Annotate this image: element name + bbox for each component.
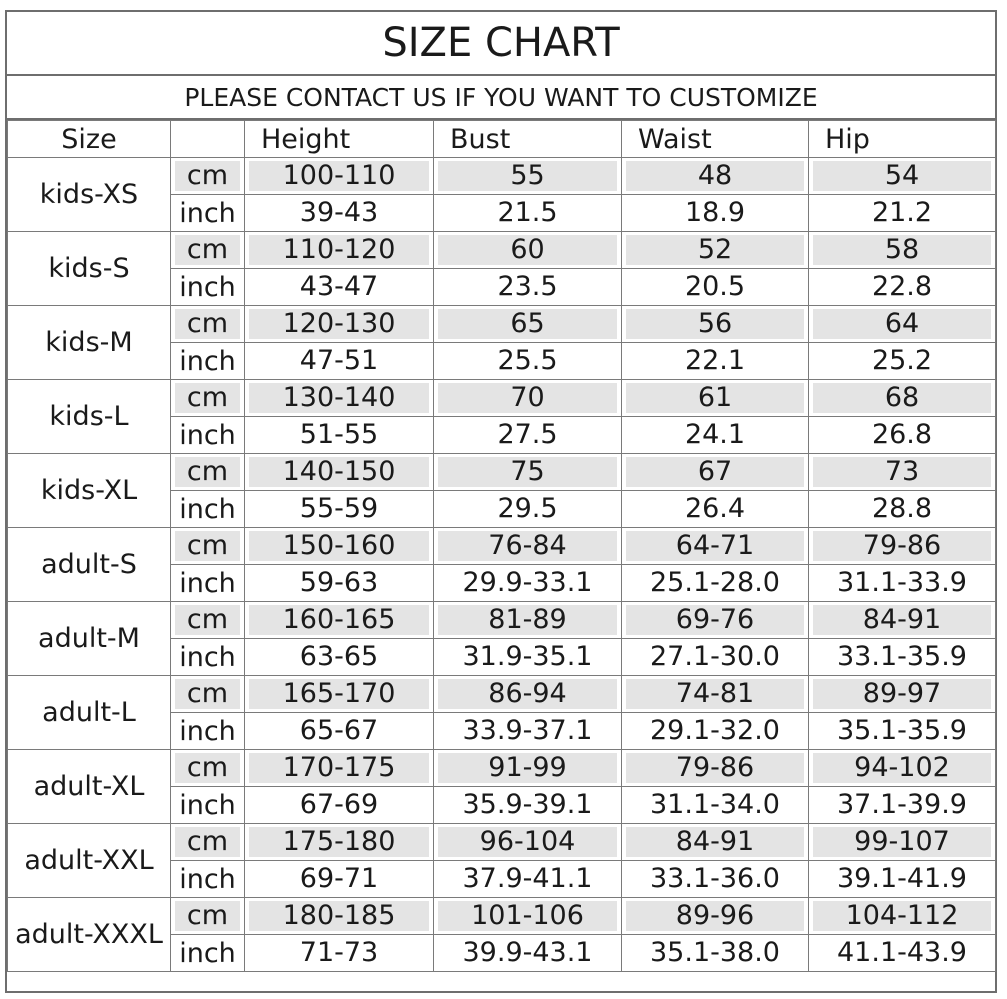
hip-cell xyxy=(809,750,996,787)
header-row xyxy=(8,121,996,158)
size-label: adult-S xyxy=(8,528,171,602)
unit-cell xyxy=(171,417,245,454)
bust-value: 23.5 xyxy=(497,271,558,302)
bust-value: 76-84 xyxy=(438,531,617,561)
unit-cell xyxy=(171,491,245,528)
unit-label: inch xyxy=(179,715,236,747)
waist-cell xyxy=(622,565,809,602)
unit-cell xyxy=(171,750,245,787)
unit-label: cm xyxy=(175,309,240,339)
size-label: kids-XS xyxy=(8,158,171,232)
height-cell xyxy=(245,935,434,972)
hip-cell xyxy=(809,602,996,639)
height-cell xyxy=(245,861,434,898)
waist-cell xyxy=(622,380,809,417)
waist-cell xyxy=(622,454,809,491)
bust-cell xyxy=(434,639,622,676)
bust-value: 60 xyxy=(438,235,617,265)
hip-cell xyxy=(809,158,996,195)
waist-cell xyxy=(622,676,809,713)
waist-value: 48 xyxy=(626,161,804,191)
waist-value: 24.1 xyxy=(684,419,746,450)
unit-label: inch xyxy=(179,493,236,525)
hip-value: 41.1-43.9 xyxy=(837,937,967,968)
header-height: Height xyxy=(245,121,434,158)
waist-value: 52 xyxy=(626,235,804,265)
bust-cell xyxy=(434,232,622,269)
waist-value: 35.1-38.0 xyxy=(650,937,780,968)
unit-cell xyxy=(171,232,245,269)
header-waist: Waist xyxy=(622,121,809,158)
bust-cell xyxy=(434,750,622,787)
waist-cell xyxy=(622,232,809,269)
waist-cell xyxy=(622,750,809,787)
waist-value: 74-81 xyxy=(626,679,804,709)
bust-cell xyxy=(434,898,622,935)
unit-cell xyxy=(171,528,245,565)
hip-cell xyxy=(809,787,996,824)
waist-value: 61 xyxy=(626,383,804,413)
hip-value: 28.8 xyxy=(871,493,933,524)
waist-cell xyxy=(622,528,809,565)
waist-cell xyxy=(622,269,809,306)
bust-value: 91-99 xyxy=(438,753,617,783)
unit-label: cm xyxy=(175,679,240,709)
chart-subtitle: PLEASE CONTACT US IF YOU WANT TO CUSTOMIZE xyxy=(7,76,995,120)
bust-cell xyxy=(434,935,622,972)
bust-cell xyxy=(434,195,622,232)
bust-cell xyxy=(434,417,622,454)
unit-cell xyxy=(171,639,245,676)
unit-label: inch xyxy=(179,641,236,673)
waist-value: 27.1-30.0 xyxy=(650,641,780,672)
table-row xyxy=(8,232,996,269)
height-cell xyxy=(245,195,434,232)
waist-value: 79-86 xyxy=(626,753,804,783)
waist-cell xyxy=(622,602,809,639)
hip-value: 89-97 xyxy=(813,679,991,709)
table-row xyxy=(8,306,996,343)
waist-cell xyxy=(622,935,809,972)
hip-value: 31.1-33.9 xyxy=(837,567,967,598)
waist-value: 64-71 xyxy=(626,531,804,561)
hip-cell xyxy=(809,713,996,750)
waist-value: 69-76 xyxy=(626,605,804,635)
unit-cell xyxy=(171,861,245,898)
bust-value: 70 xyxy=(438,383,617,413)
unit-label: cm xyxy=(175,161,240,191)
hip-cell xyxy=(809,898,996,935)
size-label: kids-S xyxy=(8,232,171,306)
hip-cell xyxy=(809,861,996,898)
height-value: 69-71 xyxy=(299,863,379,894)
height-value: 120-130 xyxy=(249,309,429,339)
unit-label: inch xyxy=(179,937,236,969)
bust-cell xyxy=(434,158,622,195)
waist-value: 22.1 xyxy=(684,345,746,376)
hip-cell xyxy=(809,565,996,602)
size-label: kids-L xyxy=(8,380,171,454)
unit-cell xyxy=(171,269,245,306)
table-row xyxy=(8,898,996,935)
header-bust: Bust xyxy=(434,121,622,158)
table-row xyxy=(8,824,996,861)
unit-cell xyxy=(171,195,245,232)
waist-cell xyxy=(622,417,809,454)
height-value: 140-150 xyxy=(249,457,429,487)
bust-cell xyxy=(434,269,622,306)
waist-cell xyxy=(622,787,809,824)
waist-cell xyxy=(622,195,809,232)
height-cell xyxy=(245,676,434,713)
waist-value: 67 xyxy=(626,457,804,487)
unit-cell xyxy=(171,935,245,972)
unit-cell xyxy=(171,898,245,935)
height-cell xyxy=(245,787,434,824)
bust-cell xyxy=(434,306,622,343)
waist-value: 56 xyxy=(626,309,804,339)
table-row xyxy=(8,454,996,491)
hip-value: 73 xyxy=(813,457,991,487)
height-cell xyxy=(245,565,434,602)
unit-cell xyxy=(171,343,245,380)
hip-cell xyxy=(809,417,996,454)
hip-value: 68 xyxy=(813,383,991,413)
height-value: 67-69 xyxy=(299,789,379,820)
height-value: 180-185 xyxy=(249,901,429,931)
unit-cell xyxy=(171,824,245,861)
height-value: 51-55 xyxy=(299,419,379,450)
table-row xyxy=(8,528,996,565)
hip-cell xyxy=(809,676,996,713)
height-cell xyxy=(245,454,434,491)
header-size: Size xyxy=(8,121,171,158)
unit-label: inch xyxy=(179,345,236,377)
hip-cell xyxy=(809,824,996,861)
height-cell xyxy=(245,491,434,528)
bust-cell xyxy=(434,343,622,380)
table-row xyxy=(8,380,996,417)
unit-label: inch xyxy=(179,863,236,895)
bust-cell xyxy=(434,676,622,713)
waist-cell xyxy=(622,639,809,676)
hip-cell xyxy=(809,232,996,269)
bust-value: 86-94 xyxy=(438,679,617,709)
hip-value: 79-86 xyxy=(813,531,991,561)
hip-cell xyxy=(809,343,996,380)
hip-cell xyxy=(809,528,996,565)
height-value: 175-180 xyxy=(249,827,429,857)
bust-cell xyxy=(434,602,622,639)
bust-value: 101-106 xyxy=(438,901,617,931)
unit-cell xyxy=(171,676,245,713)
hip-value: 84-91 xyxy=(813,605,991,635)
height-cell xyxy=(245,824,434,861)
size-label: adult-XXL xyxy=(8,824,171,898)
bust-value: 39.9-43.1 xyxy=(462,937,593,968)
hip-value: 35.1-35.9 xyxy=(837,715,967,746)
bust-value: 21.5 xyxy=(497,197,558,228)
unit-label: cm xyxy=(175,235,240,265)
waist-value: 18.9 xyxy=(684,197,746,228)
height-value: 47-51 xyxy=(299,345,379,376)
size-label: adult-L xyxy=(8,676,171,750)
bust-cell xyxy=(434,824,622,861)
bust-cell xyxy=(434,491,622,528)
unit-label: cm xyxy=(175,901,240,931)
unit-label: cm xyxy=(175,827,240,857)
waist-value: 89-96 xyxy=(626,901,804,931)
header-hip: Hip xyxy=(809,121,996,158)
height-cell xyxy=(245,750,434,787)
hip-cell xyxy=(809,491,996,528)
unit-cell xyxy=(171,713,245,750)
height-cell xyxy=(245,713,434,750)
waist-value: 84-91 xyxy=(626,827,804,857)
bust-cell xyxy=(434,380,622,417)
unit-label: cm xyxy=(175,753,240,783)
height-cell xyxy=(245,269,434,306)
hip-value: 104-112 xyxy=(813,901,991,931)
table-row xyxy=(8,750,996,787)
height-cell xyxy=(245,639,434,676)
height-cell xyxy=(245,306,434,343)
hip-value: 58 xyxy=(813,235,991,265)
hip-value: 33.1-35.9 xyxy=(837,641,967,672)
bust-cell xyxy=(434,565,622,602)
unit-cell xyxy=(171,380,245,417)
bust-value: 75 xyxy=(438,457,617,487)
bust-value: 25.5 xyxy=(497,345,558,376)
bust-cell xyxy=(434,861,622,898)
bust-cell xyxy=(434,528,622,565)
height-value: 65-67 xyxy=(299,715,379,746)
hip-value: 99-107 xyxy=(813,827,991,857)
bust-value: 96-104 xyxy=(438,827,617,857)
height-value: 43-47 xyxy=(299,271,379,302)
hip-value: 26.8 xyxy=(871,419,933,450)
hip-value: 54 xyxy=(813,161,991,191)
unit-label: cm xyxy=(175,383,240,413)
bust-value: 35.9-39.1 xyxy=(462,789,593,820)
waist-value: 26.4 xyxy=(684,493,746,524)
bust-value: 29.5 xyxy=(497,493,558,524)
table-row xyxy=(8,676,996,713)
hip-value: 94-102 xyxy=(813,753,991,783)
waist-cell xyxy=(622,713,809,750)
hip-value: 37.1-39.9 xyxy=(837,789,967,820)
waist-value: 20.5 xyxy=(684,271,746,302)
waist-value: 29.1-32.0 xyxy=(650,715,780,746)
bust-value: 55 xyxy=(438,161,617,191)
hip-cell xyxy=(809,269,996,306)
height-cell xyxy=(245,417,434,454)
bust-value: 33.9-37.1 xyxy=(462,715,593,746)
hip-cell xyxy=(809,454,996,491)
height-cell xyxy=(245,602,434,639)
height-cell xyxy=(245,343,434,380)
hip-value: 64 xyxy=(813,309,991,339)
unit-label: cm xyxy=(175,531,240,561)
bust-value: 31.9-35.1 xyxy=(462,641,593,672)
unit-label: inch xyxy=(179,271,236,303)
height-value: 39-43 xyxy=(299,197,379,228)
unit-cell xyxy=(171,565,245,602)
waist-value: 25.1-28.0 xyxy=(650,567,780,598)
height-value: 100-110 xyxy=(249,161,429,191)
waist-cell xyxy=(622,158,809,195)
hip-cell xyxy=(809,306,996,343)
height-value: 150-160 xyxy=(249,531,429,561)
waist-cell xyxy=(622,491,809,528)
table-row xyxy=(8,158,996,195)
unit-cell xyxy=(171,602,245,639)
size-label: kids-M xyxy=(8,306,171,380)
waist-cell xyxy=(622,861,809,898)
unit-cell xyxy=(171,787,245,824)
hip-cell xyxy=(809,195,996,232)
waist-value: 33.1-36.0 xyxy=(650,863,780,894)
height-value: 71-73 xyxy=(299,937,379,968)
bust-value: 65 xyxy=(438,309,617,339)
hip-value: 22.8 xyxy=(871,271,933,302)
waist-cell xyxy=(622,343,809,380)
unit-label: inch xyxy=(179,419,236,451)
height-value: 165-170 xyxy=(249,679,429,709)
chart-title: SIZE CHART xyxy=(7,12,995,76)
size-label: kids-XL xyxy=(8,454,171,528)
height-value: 110-120 xyxy=(249,235,429,265)
waist-cell xyxy=(622,306,809,343)
hip-value: 21.2 xyxy=(871,197,933,228)
unit-label: inch xyxy=(179,197,236,229)
waist-value: 31.1-34.0 xyxy=(650,789,780,820)
bust-cell xyxy=(434,454,622,491)
waist-cell xyxy=(622,898,809,935)
unit-cell xyxy=(171,158,245,195)
size-table xyxy=(7,120,996,972)
unit-label: inch xyxy=(179,789,236,821)
size-table-body xyxy=(8,158,996,972)
hip-value: 39.1-41.9 xyxy=(837,863,967,894)
bust-value: 81-89 xyxy=(438,605,617,635)
height-value: 63-65 xyxy=(299,641,379,672)
height-value: 170-175 xyxy=(249,753,429,783)
height-cell xyxy=(245,158,434,195)
unit-cell xyxy=(171,306,245,343)
hip-value: 25.2 xyxy=(871,345,933,376)
size-label: adult-M xyxy=(8,602,171,676)
height-cell xyxy=(245,528,434,565)
bust-value: 27.5 xyxy=(497,419,558,450)
height-value: 130-140 xyxy=(249,383,429,413)
height-value: 160-165 xyxy=(249,605,429,635)
height-cell xyxy=(245,380,434,417)
size-label: adult-XL xyxy=(8,750,171,824)
size-label: adult-XXXL xyxy=(8,898,171,972)
height-value: 59-63 xyxy=(299,567,379,598)
bust-value: 37.9-41.1 xyxy=(462,863,593,894)
height-value: 55-59 xyxy=(299,493,379,524)
bust-cell xyxy=(434,713,622,750)
unit-label: cm xyxy=(175,605,240,635)
header-unit xyxy=(171,121,245,158)
bust-cell xyxy=(434,787,622,824)
hip-cell xyxy=(809,639,996,676)
height-cell xyxy=(245,232,434,269)
bust-value: 29.9-33.1 xyxy=(462,567,593,598)
unit-cell xyxy=(171,454,245,491)
hip-cell xyxy=(809,935,996,972)
waist-cell xyxy=(622,824,809,861)
hip-cell xyxy=(809,380,996,417)
table-row xyxy=(8,602,996,639)
unit-label: cm xyxy=(175,457,240,487)
height-cell xyxy=(245,898,434,935)
unit-label: inch xyxy=(179,567,236,599)
